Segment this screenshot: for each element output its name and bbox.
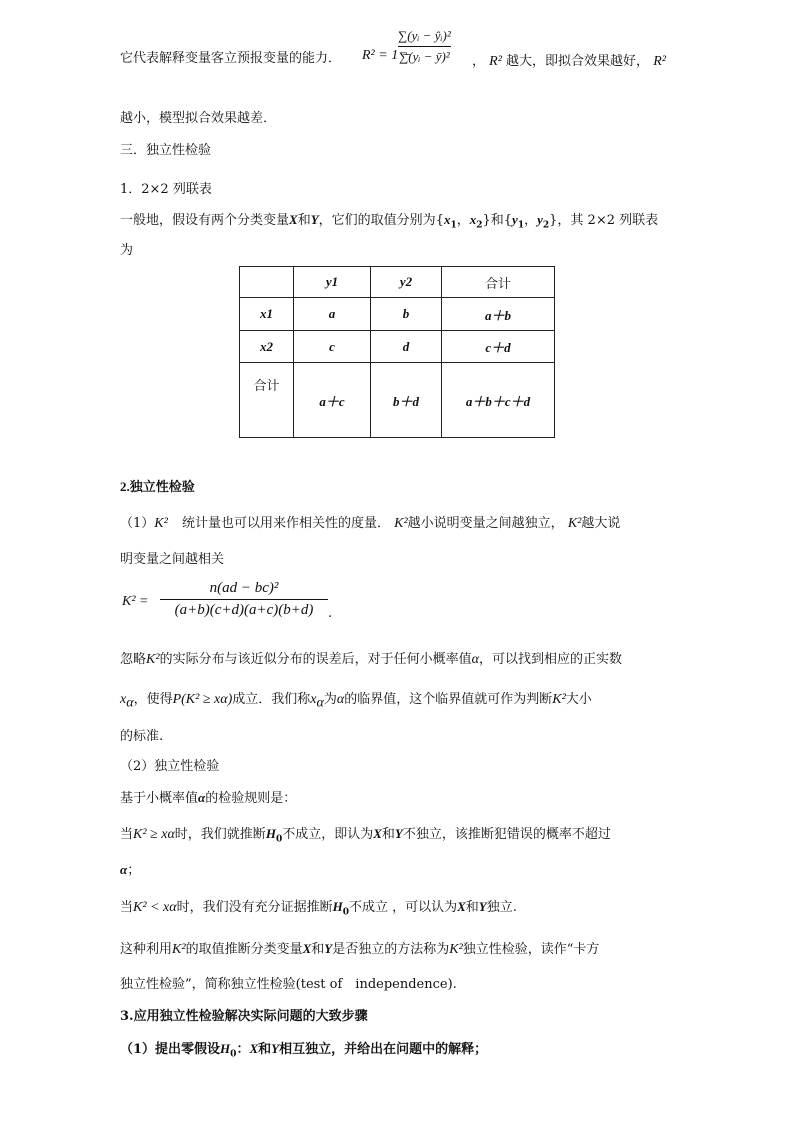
contingency-table (239, 266, 555, 438)
r2-lhs: R² = 1 − (362, 48, 412, 63)
r2-trail: ， R² 越大，即拟合效果越好， R² (472, 54, 666, 69)
table-header-y2: y2 (371, 267, 442, 298)
r2-denominator: ∑(yᵢ − ȳ)² (399, 49, 450, 64)
formula-period: . (328, 606, 333, 621)
critical-value-paragraph-3: 的标准. (120, 729, 164, 744)
table-header-row (240, 267, 555, 298)
table-row-label: x2 (240, 331, 294, 363)
rule1-end: α； (120, 862, 141, 878)
item2-heading: （2）独立性检验 (120, 759, 220, 774)
table-row (240, 331, 555, 363)
critical-value-paragraph-2: $x_\alpha$，使得P(K² ≥ xα)成立．我们称$x_\alpha$为α的临界值，这个临界值就可作为判断K²大小 (120, 692, 592, 711)
table-cell: d (371, 331, 442, 363)
table-row-label: 合计 (240, 363, 294, 438)
table-row (240, 298, 555, 331)
table-header-y1: y1 (294, 267, 371, 298)
table-cell: a＋b (442, 298, 555, 331)
subsection-independence-test: 2.独立性检验 (120, 479, 195, 494)
critical-value-paragraph: 忽略K²的实际分布与该近似分布的误差后，对于任何小概率值α，可以找到相应的正实数 (120, 652, 622, 667)
r2-text (120, 50, 341, 68)
chi-square-paragraph: 这种利用K²的取值推断分类变量X和Y是否独立的方法称为K²独立性检验，读作“卡方 (120, 941, 600, 957)
step1: （1）提出零假设$H_0$：X和Y相互独立，并给出在问题中的解释； (120, 1041, 488, 1060)
intro-paragraph-end: 为 (120, 243, 134, 258)
rule1: 当K² ≥ xα时，我们就推断$H_0$不成立，即认为X和Y不独立，该推断犯错误的概率不超过 (120, 826, 611, 845)
table-cell: c (294, 331, 371, 363)
fraction-bar (398, 46, 451, 47)
table-cell: c＋d (442, 331, 555, 363)
table-row-label: x1 (240, 298, 294, 331)
table-cell: b＋d (371, 363, 442, 438)
subsection-contingency-table: 1．2×2 列联表 (120, 182, 212, 197)
intro-paragraph: 一般地，假设有两个分类变量X和Y，它们的取值分别为{$x_1$，$x_2$}和{$y_1$，$y_2$}，其 2×2 列联表 (120, 212, 659, 231)
r2-continuation: 越小，模型拟合效果越差． (120, 111, 277, 126)
subsection-steps: 3.应用独立性检验解决实际问题的大致步骤 (120, 1009, 368, 1024)
item1-text: （1）K² 统计量也可以用来作相关性的度量． K²越小说明变量之间越独立， K²越大说 (120, 516, 621, 531)
section-heading: 三．独立性检验 (120, 143, 212, 158)
table-cell: b (371, 298, 442, 331)
chi-square-paragraph-2: 独立性检验”，简称独立性检验(test of independence). (120, 977, 457, 992)
r2-lead: 它代表解释变量客立预报变量的能力． (120, 51, 342, 66)
k2-numerator: n(ad − bc)² (209, 580, 279, 596)
r2-fraction (398, 28, 451, 65)
table-row (240, 363, 555, 438)
rule2: 当K² < xα时，我们没有充分证据推断$H_0$不成立 ，可以认为X和Y独立. (120, 899, 517, 918)
table-cell: a (294, 298, 371, 331)
k2-formula-lhs: K² = (122, 594, 149, 609)
table-header-total: 合计 (442, 267, 555, 298)
k2-formula-fraction (160, 580, 328, 619)
fraction-bar (160, 599, 328, 600)
rule-intro: 基于小概率值α的检验规则是： (120, 790, 297, 806)
k2-denominator: (a+b)(c+d)(a+c)(b+d) (174, 602, 314, 618)
r2-numerator: ∑(yᵢ − ŷᵢ)² (398, 28, 451, 43)
table-cell: a＋b＋c＋d (442, 363, 555, 438)
table-cell: a＋c (294, 363, 371, 438)
item1-text-end: 明变量之间越相关 (120, 552, 225, 567)
table-cell (240, 267, 294, 298)
